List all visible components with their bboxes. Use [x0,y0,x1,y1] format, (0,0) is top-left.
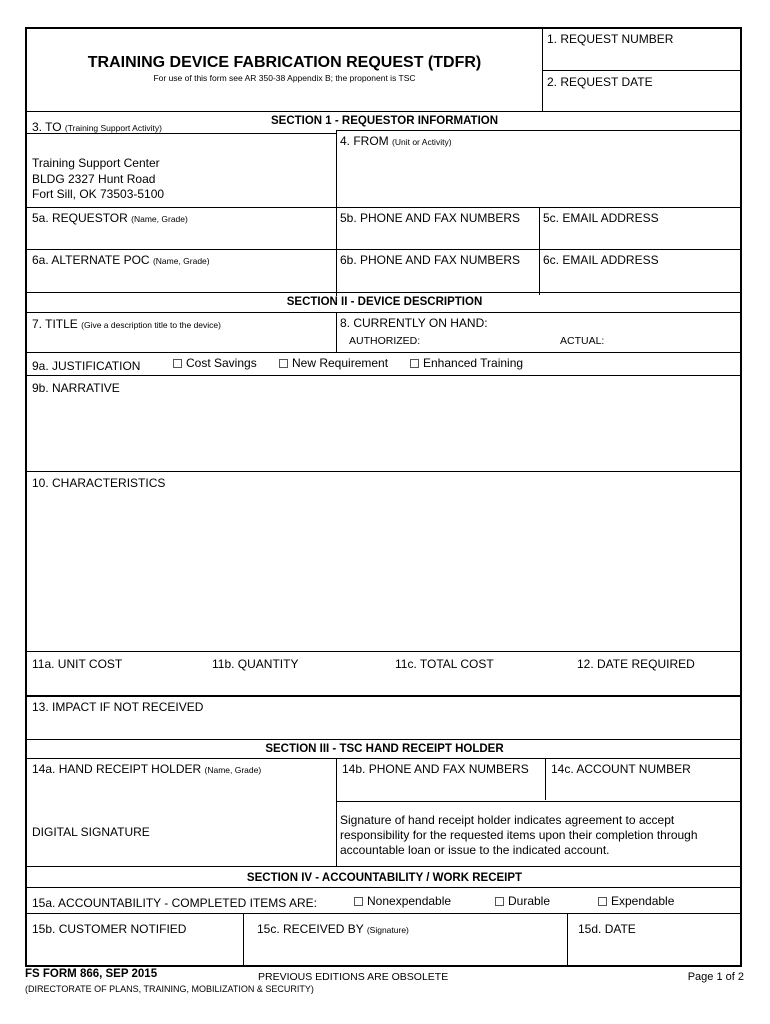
durable-option[interactable] [495,894,550,908]
to-sublabel: (Training Support Activity) [64,123,162,133]
from-sublabel: (Unit or Activity) [392,137,452,147]
new-requirement-option[interactable] [279,356,388,370]
requestor-phone-field[interactable]: 5b. PHONE AND FAX NUMBERS [340,211,521,225]
divider [336,130,337,296]
checkbox-icon[interactable] [598,897,607,906]
divider [27,739,742,740]
divider [27,866,742,867]
hand-receipt-holder-sublabel: (Name, Grade) [204,765,262,775]
requestor-sublabel: (Name, Grade) [131,214,188,224]
to-address-line-1: Training Support Center [32,156,160,170]
divider [27,312,742,313]
divider [243,913,244,967]
received-by-sublabel: (Signature) [366,925,409,935]
requestor-email-field[interactable]: 5c. EMAIL ADDRESS [543,211,659,225]
section-2-title: SECTION II - DEVICE DESCRIPTION [286,296,483,308]
alternate-poc-label: 6a. ALTERNATE POC [32,253,150,267]
checkbox-icon[interactable] [495,897,504,906]
option-label: Expendable [611,894,675,908]
narrative-field[interactable]: 9b. NARRATIVE [32,381,120,395]
divider [27,887,742,888]
divider [27,651,742,652]
received-by-field[interactable] [257,922,409,937]
alternate-poc-sublabel: (Name, Grade) [152,256,210,266]
divider [336,130,742,131]
justification-label: 9a. JUSTIFICATION [32,359,141,373]
customer-notified-field[interactable]: 15b. CUSTOMER NOTIFIED [32,922,187,936]
divider [27,375,742,376]
authorized-field[interactable]: AUTHORIZED: [349,335,421,347]
quantity-field[interactable]: 11b. QUANTITY [212,657,299,671]
date-required-field[interactable]: 12. DATE REQUIRED [577,657,695,671]
divider [27,695,742,697]
divider [336,312,337,352]
hand-receipt-holder-label: 14a. HAND RECEIPT HOLDER [32,762,202,776]
divider [567,913,568,967]
checkbox-icon[interactable] [354,897,363,906]
unit-cost-field[interactable]: 11a. UNIT COST [32,657,123,671]
requestor-label: 5a. REQUESTOR [32,211,128,225]
to-label: 3. TO [32,120,62,134]
on-hand-label: 8. CURRENTLY ON HAND: [340,316,488,330]
alternate-poc-field[interactable] [32,253,210,268]
form-subtitle: For use of this form see AR 350-38 Appendix B; the proponent is TSC [153,73,416,83]
holder-phone-field[interactable]: 14b. PHONE AND FAX NUMBERS [342,762,529,776]
to-address-line-3: Fort Sill, OK 73503-5100 [32,187,165,201]
checkbox-icon[interactable] [410,359,419,368]
divider [542,70,742,71]
date-field[interactable]: 15d. DATE [578,922,636,936]
option-label: Cost Savings [186,356,257,370]
to-address-line-2: BLDG 2327 Hunt Road [32,172,156,186]
divider [336,758,337,866]
option-label: Enhanced Training [423,356,524,370]
option-label: Durable [508,894,551,908]
statement-line-3: accountable loan or issue to the indicated account. [340,843,610,857]
obsolete-notice: PREVIOUS EDITIONS ARE OBSOLETE [258,971,449,983]
divider [539,207,540,295]
divider [27,352,742,353]
divider [27,133,336,134]
divider [27,758,742,759]
statement-line-2: responsibility for the requested items upon their completion through [340,828,698,842]
device-title-label: 7. TITLE [32,317,78,331]
tdfr-form [25,27,742,967]
from-label: 4. FROM [340,134,389,148]
nonexpendable-option[interactable] [354,894,451,908]
option-label: New Requirement [292,356,389,370]
form-id: FS FORM 866, SEP 2015 [25,968,158,980]
divider [336,801,742,802]
option-label: Nonexpendable [367,894,452,908]
page-number: Page 1 of 2 [687,971,744,983]
impact-field[interactable]: 13. IMPACT IF NOT RECEIVED [32,700,204,714]
hand-receipt-holder-field[interactable] [32,762,261,777]
section-1-title: SECTION 1 - REQUESTOR INFORMATION [270,115,499,127]
divider [27,249,742,250]
directorate: (DIRECTORATE OF PLANS, TRAINING, MOBILIZATION & SECURITY) [25,984,314,994]
actual-field[interactable]: ACTUAL: [560,335,605,347]
requestor-field[interactable] [32,211,188,226]
checkbox-icon[interactable] [279,359,288,368]
divider [27,471,742,472]
device-title-sublabel: (Give a description title to the device) [81,320,221,330]
divider [27,913,742,914]
divider [545,758,546,800]
request-number-field[interactable]: 1. REQUEST NUMBER [547,32,674,46]
divider [27,292,742,293]
characteristics-field[interactable]: 10. CHARACTERISTICS [32,476,166,490]
divider [27,111,742,112]
alternate-phone-field[interactable]: 6b. PHONE AND FAX NUMBERS [340,253,521,267]
expendable-option[interactable] [598,894,674,908]
enhanced-training-option[interactable] [410,356,523,370]
divider [27,207,742,208]
form-title: TRAINING DEVICE FABRICATION REQUEST (TDFR) [87,54,482,71]
digital-signature-field[interactable]: DIGITAL SIGNATURE [32,825,150,839]
account-number-field[interactable]: 14c. ACCOUNT NUMBER [551,762,691,776]
section-3-title: SECTION III - TSC HAND RECEIPT HOLDER [265,743,504,755]
received-by-label: 15c. RECEIVED BY [257,922,364,936]
total-cost-field[interactable]: 11c. TOTAL COST [395,657,494,671]
from-field[interactable] [340,134,452,149]
accountability-label: 15a. ACCOUNTABILITY - COMPLETED ITEMS ARE: [32,896,317,910]
device-title-field[interactable] [32,317,221,332]
checkbox-icon[interactable] [173,359,182,368]
request-date-field[interactable]: 2. REQUEST DATE [547,75,653,89]
section-4-title: SECTION IV - ACCOUNTABILITY / WORK RECEIPT [246,872,523,884]
cost-savings-option[interactable] [173,356,257,370]
alternate-email-field[interactable]: 6c. EMAIL ADDRESS [543,253,659,267]
statement-line-1: Signature of hand receipt holder indicates agreement to accept [340,813,675,827]
